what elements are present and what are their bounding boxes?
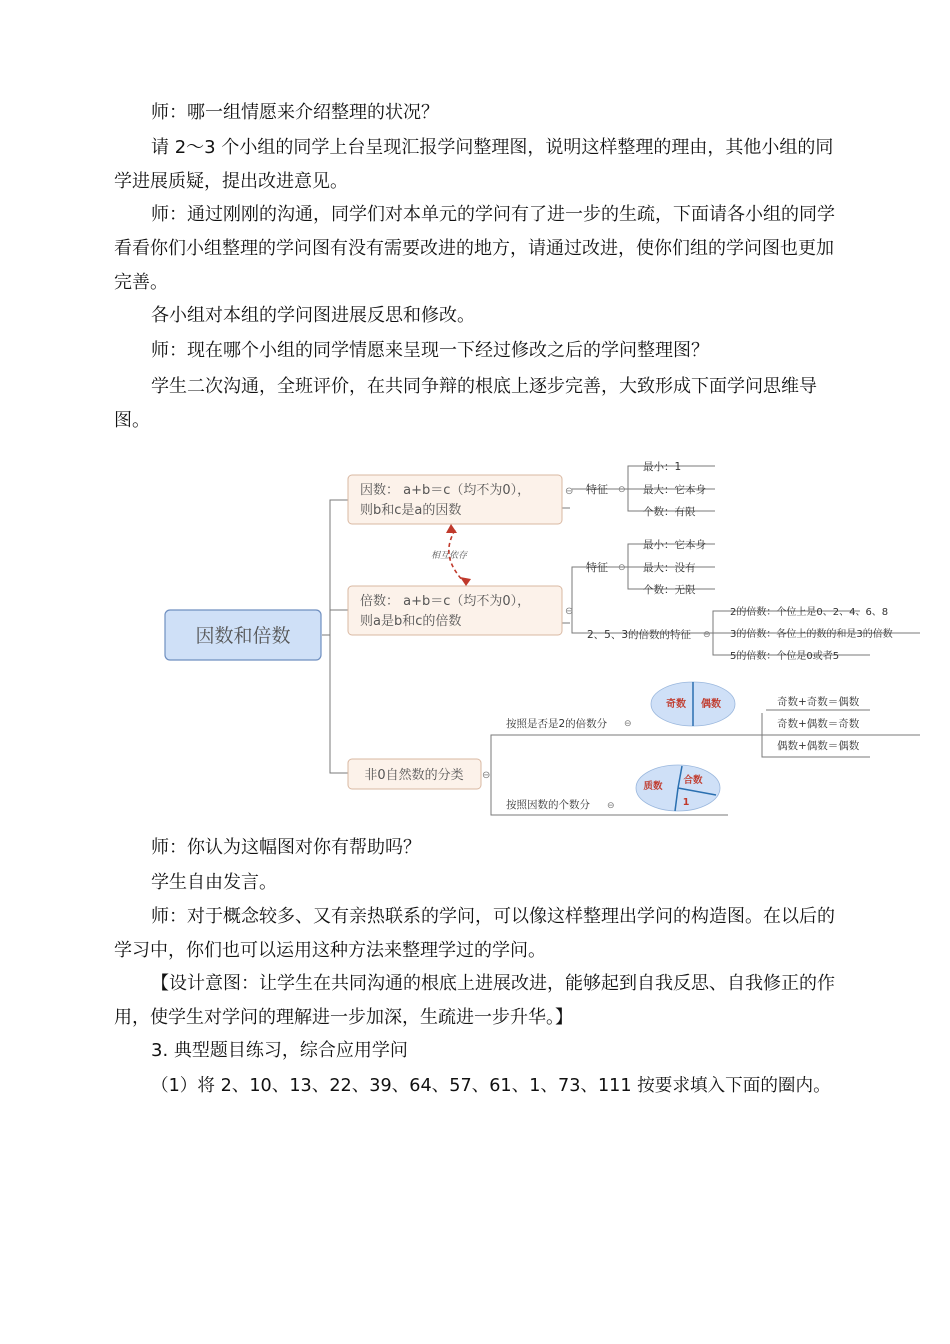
multiples-of-label: 2、5、3的倍数的特征 xyxy=(587,629,692,641)
collapse-icon[interactable]: ⊖ xyxy=(607,801,615,811)
factor-feature-item: 最小：1 xyxy=(643,461,682,473)
factor-feature-label: 特征 xyxy=(586,483,608,496)
collapse-icon[interactable]: ⊖ xyxy=(482,770,491,781)
collapse-icon[interactable]: ⊖ xyxy=(703,630,711,640)
multiple-feature-label: 特征 xyxy=(586,561,608,574)
paragraph-9: 师：对于概念较多、又有亲热联系的学问，可以像这样整理出学问的构造图。在以后的学习中，你们也可以运用这种方法来整理学过的学问。 xyxy=(114,906,835,961)
paragraph-6: 学生二次沟通，全班评价，在共同争辩的根底上逐步完善，大致形成下面学问思维导图。 xyxy=(114,376,817,431)
pie-label-prime: 质数 xyxy=(643,781,663,792)
collapse-icon[interactable]: ⊖ xyxy=(565,486,574,497)
collapse-icon[interactable]: ⊖ xyxy=(618,485,626,495)
multiple-feature-item: 个数：无限 xyxy=(643,584,696,596)
section-heading: 3. 典型题目练习，综合应用学问 xyxy=(151,1040,408,1061)
pie-label-odd: 奇数 xyxy=(666,699,686,710)
multiple-feature-item: 最大：没有 xyxy=(643,562,696,574)
factor-feature-item: 最大：它本身 xyxy=(643,484,706,496)
mind-map xyxy=(160,448,930,820)
multiples-of-item: 3的倍数：各位上的数的和是3的倍数 xyxy=(730,629,893,640)
by-factors-label: 按照因数的个数分 xyxy=(506,799,590,811)
paragraph-7: 师：你认为这幅图对你有帮助吗？ xyxy=(151,837,421,858)
paragraph-2: 请 2～3 个小组的同学上台呈现汇报学问整理图，说明这样整理的理由，其他小组的同学进展质疑，提出改进意见。 xyxy=(114,137,834,192)
by-two-label: 按照是否是2的倍数分 xyxy=(506,718,608,730)
paragraph-8: 学生自由发言。 xyxy=(151,872,277,893)
classify-label: 非0自然数的分类 xyxy=(364,768,464,783)
factor-feature-item: 个数：有限 xyxy=(643,506,696,518)
paragraph-4: 各小组对本组的学问图进展反思和修改。 xyxy=(151,305,475,326)
odd-even-pie xyxy=(651,682,735,726)
parity-rule: 偶数+偶数＝偶数 xyxy=(777,740,860,752)
parity-rule: 奇数+偶数＝奇数 xyxy=(777,718,860,730)
collapse-icon[interactable]: ⊖ xyxy=(618,563,626,573)
multiples-of-item: 5的倍数：个位是0或者5 xyxy=(730,651,840,662)
paragraph-5: 师：现在哪个小组的同学情愿来呈现一下经过修改之后的学问整理图？ xyxy=(151,340,709,361)
pie-label-even: 偶数 xyxy=(701,699,721,710)
paragraph-3: 师：通过刚刚的沟通，同学们对本单元的学问有了进一步的生疏，下面请各小组的同学看看你们小组整理的学问图有没有需要改进的地方，请通过改进，使你们组的学问图也更加完善。 xyxy=(114,204,835,293)
collapse-icon[interactable]: ⊖ xyxy=(565,606,574,617)
collapse-icon[interactable]: ⊖ xyxy=(624,719,632,729)
multiple-line1: 倍数： a+b＝c（均不为0）， xyxy=(360,594,531,609)
factor-line1: 因数： a+b＝c（均不为0）， xyxy=(360,483,531,498)
multiples-of-item: 2的倍数：个位上是0、2、4、6、8 xyxy=(730,607,889,618)
factor-line2: 则b和c是a的因数 xyxy=(360,503,462,518)
paragraph-10: 【设计意图：让学生在共同沟通的根底上进展改进，能够起到自我反思、自我修正的作用，使学生对学问的理解进一步加深，生疏进一步升华。】 xyxy=(114,973,835,1028)
multiple-feature-item: 最小：它本身 xyxy=(643,539,706,551)
pie-label-composite: 合数 xyxy=(683,775,703,786)
relation-label: 相互依存 xyxy=(431,551,468,561)
exercise-prompt: （1）将 2、10、13、22、39、64、57、61、1、73、111 按要求填入下面的圈内。 xyxy=(151,1076,831,1096)
root-label: 因数和倍数 xyxy=(195,625,291,647)
multiple-line2: 则a是b和c的倍数 xyxy=(360,614,462,629)
parity-rule: 奇数+奇数＝偶数 xyxy=(777,696,860,708)
paragraph-1: 师：哪一组情愿来介绍整理的状况？ xyxy=(151,102,439,123)
pie-label-one: 1 xyxy=(682,797,690,808)
